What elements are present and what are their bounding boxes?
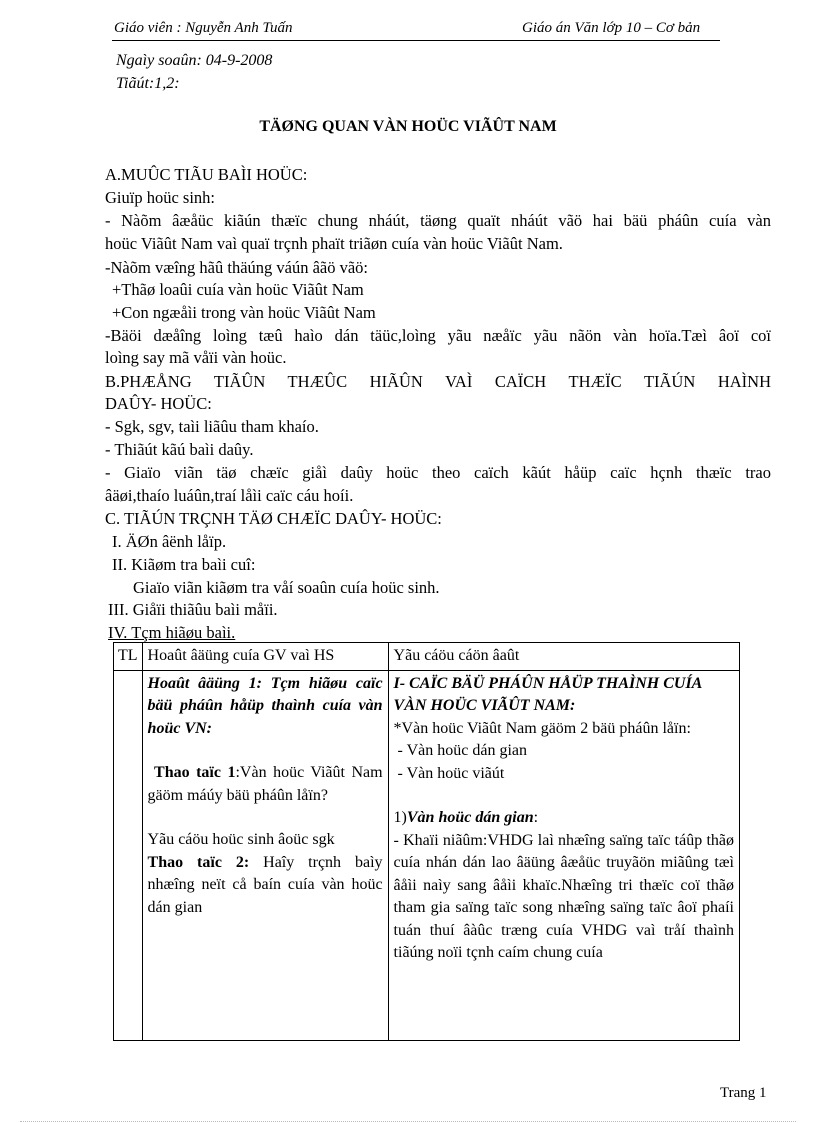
task-2-text: Haîy trçnh baìy nhæîng neït cå baín cuía vàn hoüc dán gian (147, 853, 383, 916)
requirement-subheading: 1)Vàn hoüc dán gian: (393, 809, 539, 826)
section-b-item-3a: - Giaïo viãn täø chæïc giåì daûy hoüc theo caïch kãút håüp caïc hçnh thæïc trao (105, 463, 771, 482)
section-a-goal-4: +Con ngæåìi trong vàn hoüc Viãût Nam (112, 303, 376, 322)
activity-cell (142, 670, 388, 1040)
requirement-definition: - Khaïi niãûm:VHDG laì nhæîng saïng taïc táûp thãø cuía nhán dán lao âäüng âæåüc truyãön miãûng tæì âåìi naìy sang âåìi khaïc.Nhæîng tri thæïc coï thãø tham gia saïng taïc song nhæîng saïng taïc âoï phaíi tuán thuí âàûc træng cuía VHDG vaì tråí thaình tiãúng noïi tçnh caím chung cuía (393, 831, 734, 961)
section-c-step-1: I. ÄØn âënh låïp. (112, 532, 227, 551)
section-b-item-3b: âäøi,thaío luáûn,traí låìi caïc cáu hoíi. (105, 486, 354, 505)
header-cell-time: TL (114, 643, 143, 671)
task-2-label: Thao taïc 2: (147, 853, 250, 871)
section-b-item-1: - Sgk, sgv, taìi liãûu tham khaío. (105, 417, 319, 436)
header-divider (112, 40, 720, 41)
page-number: Trang 1 (720, 1085, 767, 1101)
activity-heading: Hoaût âäüng 1: Tçm hiãøu caïc bäü pháûn håüp thaình cuía vàn hoüc VN: (147, 674, 383, 737)
section-a-intro: Giuïp hoüc sinh: (105, 188, 215, 207)
table-row (114, 670, 740, 1040)
read-instruction: Yãu cáöu hoüc sinh âoüc sgk (147, 831, 335, 848)
section-c-step-2-detail: Giaïo viãn kiãøm tra våí soaûn cuía hoüc sinh. (133, 578, 440, 597)
requirement-item-written: - Vàn hoüc viãút (397, 764, 505, 782)
requirement-item-folk: - Vàn hoüc dán gian (397, 742, 527, 759)
requirement-heading-1: I- CAÏC BÄÜ PHÁÛN HÅÜP THAÌNH CUÍA (393, 674, 703, 692)
lesson-table (113, 642, 740, 1041)
lesson-period: Tiãút:1,2: (116, 75, 180, 92)
requirement-summary: *Vàn hoüc Viãût Nam gäöm 2 bäü pháûn låïn: (393, 719, 691, 737)
requirement-heading-2: VÀN HOÜC VIÃÛT NAM: (393, 697, 576, 714)
section-a-heading: A.MUÛC TIÃU BAÌI HOÜC: (105, 165, 308, 184)
section-b-heading-b: DAÛY- HOÜC: (105, 394, 212, 413)
page-bottom-divider (20, 1121, 796, 1122)
header-cell-activity: Hoaût âäüng cuía GV vaì HS (142, 643, 388, 671)
section-b-item-2: - Thiãút kãú baìi daûy. (105, 440, 254, 459)
section-a-goal-5b: loìng say mã våïi vàn hoüc. (105, 348, 287, 367)
section-c-heading: C. TIÃÚN TRÇNH TÄØ CHÆÏC DAÛY- HOÜC: (105, 509, 442, 528)
lesson-date: Ngaìy soaûn: 04-9-2008 (116, 52, 273, 69)
section-c-step-4: IV. Tçm hiãøu baìi. (108, 623, 236, 642)
header-teacher: Giáo viên : Nguyễn Anh Tuấn (114, 20, 293, 36)
header-subject: Giáo án Văn lớp 10 – Cơ bản (522, 20, 701, 36)
task-1-text: :Vàn hoüc Viãût Nam gäöm máúy bäü pháûn låïn? (147, 764, 383, 804)
requirement-subheading-text: Vàn hoüc dán gian (406, 809, 534, 826)
requirement-cell (388, 670, 739, 1040)
section-a-goal-2: -Nàõm væîng hãû thäúng váún âãö vãö: (105, 258, 369, 277)
table-header-row (114, 643, 740, 671)
section-a-goal-1a: - Nàõm âæåüc kiãún thæïc chung nháút, täøng quaït nháút vãö hai bäü pháûn cuía vàn (105, 211, 771, 230)
section-a-goal-1b: hoüc Viãût Nam vaì quaï trçnh phaït triãøn cuía vàn hoüc Viãût Nam. (105, 234, 563, 253)
section-a-goal-5a: -Bäöi dæåîng loìng tæû haìo dán täüc,loìng yãu næåïc yãu nãön vàn hoïa.Tæì âoï coï (105, 326, 771, 345)
task-2 (148, 852, 383, 920)
task-1-label: Thao taïc 1 (154, 764, 236, 781)
section-c-step-3: III. Giåïi thiãûu baìi måïi. (108, 600, 278, 619)
section-c-step-2: II. Kiãøm tra baìi cuî: (112, 555, 256, 574)
header-cell-requirement: Yãu cáöu cáön âaût (388, 643, 739, 671)
section-b-heading-a: B.PHÆÅNG TIÃÛN THÆÛC HIÃÛN VAÌ CAÏCH THÆÏC TIÃÚN HAÌNH (105, 372, 771, 391)
section-a-goal-3: +Thãø loaûi cuía vàn hoüc Viãût Nam (112, 280, 364, 299)
task-1 (148, 762, 383, 807)
page-title: TÄØNG QUAN VÀN HOÜC VIÃÛT NAM (259, 118, 557, 135)
time-cell (114, 670, 143, 1040)
